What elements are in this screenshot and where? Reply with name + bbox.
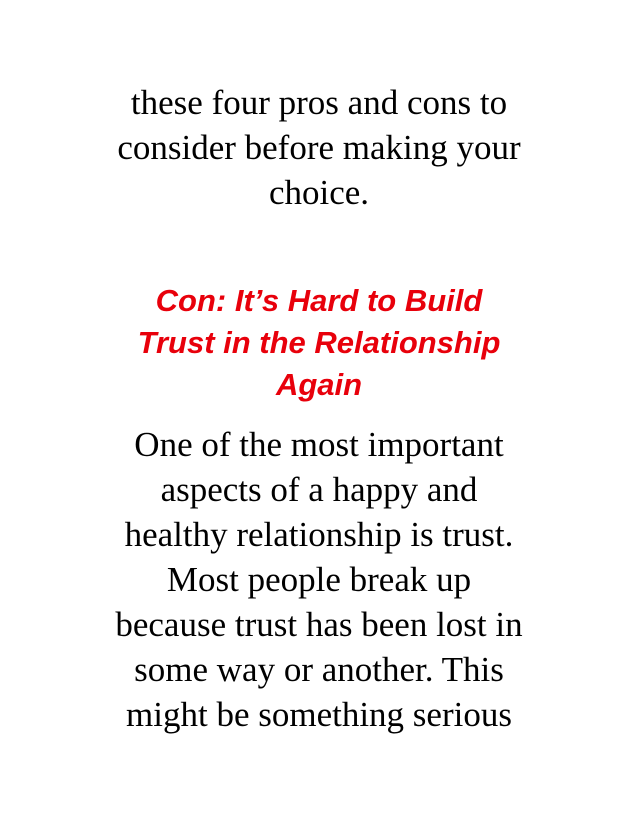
heading-line: Con: It’s Hard to Build	[155, 283, 483, 318]
heading-line: Trust in the Relationship	[137, 325, 501, 360]
intro-line: choice.	[268, 173, 370, 212]
body-line: healthy relationship is trust.	[124, 515, 514, 554]
section-heading	[96, 280, 542, 406]
body-line: aspects of a happy and	[160, 470, 478, 509]
body-line: because trust has been lost in	[115, 605, 523, 644]
body-line: might be something serious	[126, 695, 512, 734]
heading-line: Again	[275, 367, 363, 402]
body-line: Most people break up	[166, 560, 472, 599]
body-line: some way or another. This	[134, 650, 504, 689]
body-paragraph	[96, 422, 542, 737]
intro-line: these four pros and cons to	[130, 83, 508, 122]
body-line: One of the most important	[134, 425, 504, 464]
intro-paragraph	[96, 80, 542, 215]
intro-line: consider before making your	[117, 128, 521, 167]
